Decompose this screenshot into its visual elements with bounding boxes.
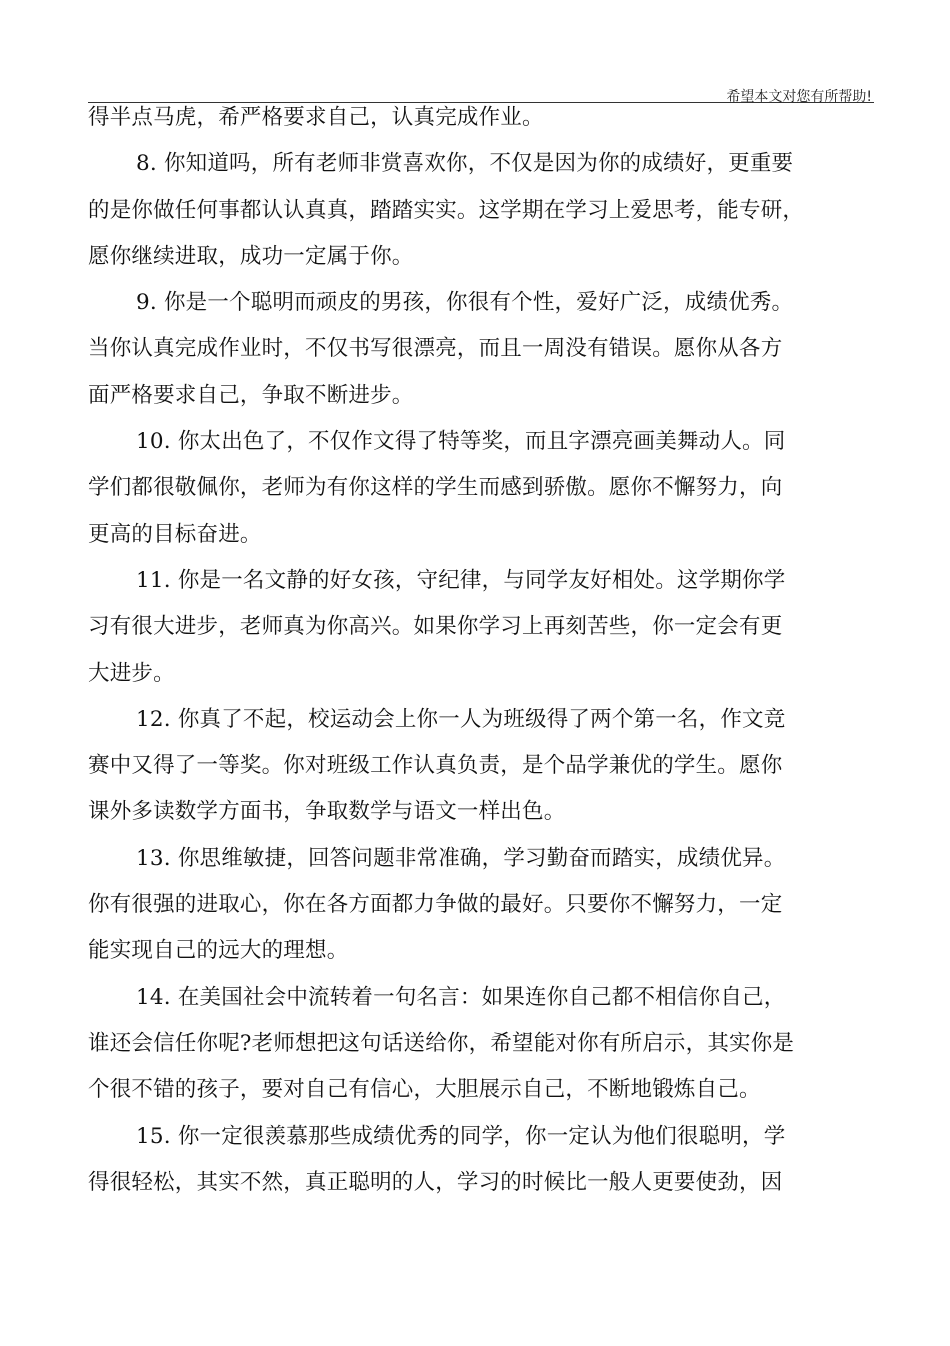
text-line: 个很不错的孩子，要对自己有信心，大胆展示自己，不断地锻炼自己。 xyxy=(88,1077,761,1103)
text-line: 当你认真完成作业时，不仅书写很漂亮，而且一周没有错误。愿你从各方 xyxy=(88,336,783,362)
text-line: 能实现自己的远大的理想。 xyxy=(88,938,349,964)
text-line: 10. 你太出色了，不仅作文得了特等奖，而且字漂亮画美舞动人。同 xyxy=(136,429,786,455)
text-line: 8. 你知道吗，所有老师非赏喜欢你，不仅是因为你的成绩好，更重要 xyxy=(136,151,794,177)
text-line: 面严格要求自己，争取不断进步。 xyxy=(88,382,414,408)
text-line: 赛中又得了一等奖。你对班级工作认真负责，是个品学兼优的学生。愿你 xyxy=(88,753,783,779)
text-line: 15. 你一定很羡慕那些成绩优秀的同学，你一定认为他们很聪明，学 xyxy=(136,1123,786,1149)
document-body xyxy=(88,95,873,1206)
text-line: 12. 你真了不起，校运动会上你一人为班级得了两个第一名，作文竞 xyxy=(136,706,786,732)
header-note: 希望本文对您有所帮助! xyxy=(726,89,872,105)
text-line: 课外多读数学方面书，争取数学与语文一样出色。 xyxy=(88,799,566,825)
text-line: 学们都很敬佩你，老师为有你这样的学生而感到骄傲。愿你不懈努力，向 xyxy=(88,475,783,501)
text-line: 14. 在美国社会中流转着一句名言：如果连你自己都不相信你自己， xyxy=(136,984,786,1010)
text-line: 愿你继续进取，成功一定属于你。 xyxy=(88,243,414,269)
text-line: 13. 你思维敏捷，回答问题非常准确，学习勤奋而踏实，成绩优异。 xyxy=(136,845,786,871)
text-line: 9. 你是一个聪明而顽皮的男孩，你很有个性，爱好广泛，成绩优秀。 xyxy=(136,290,794,316)
text-line: 大进步。 xyxy=(88,660,175,686)
text-line: 11. 你是一名文静的好女孩，守纪律，与同学友好相处。这学期你学 xyxy=(136,567,786,593)
text-line: 得很轻松，其实不然，真正聪明的人，学习的时候比一般人更要使劲，因 xyxy=(88,1169,783,1195)
text-line: 得半点马虎，希严格要求自己，认真完成作业。 xyxy=(88,105,544,130)
text-line: 谁还会信任你呢?老师想把这句话送给你，希望能对你有所启示，其实你是 xyxy=(88,1030,795,1056)
text-line: 的是你做任何事都认认真真，踏踏实实。这学期在学习上爱思考，能专研， xyxy=(88,197,805,223)
text-line: 习有很大进步，老师真为你高兴。如果你学习上再刻苦些，你一定会有更 xyxy=(88,614,783,640)
text-line: 你有很强的进取心，你在各方面都力争做的最好。只要你不懈努力，一定 xyxy=(88,892,783,918)
text-line: 更高的目标奋进。 xyxy=(88,521,262,547)
